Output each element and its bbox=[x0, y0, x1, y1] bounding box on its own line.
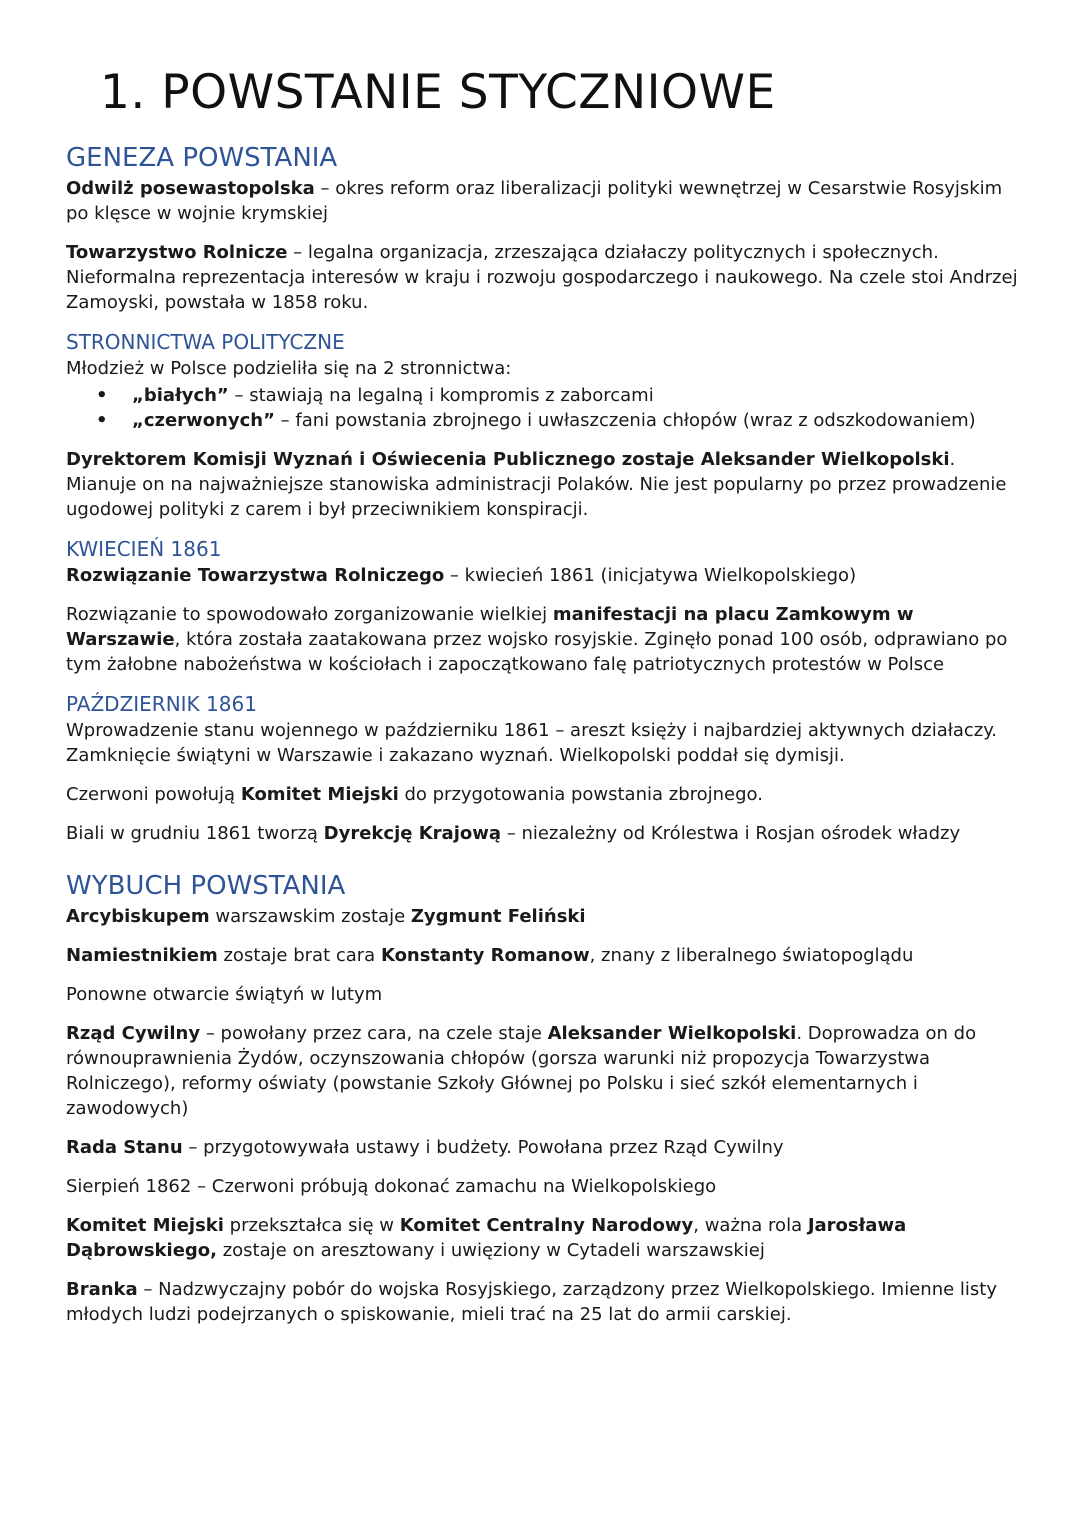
paragraph-text: – legalna organizacja, zrzeszająca działaczy politycznych i społecznych. Nieformalna reprezentacja interesów w kraju i rozwoju gospodarczego i naukowego. Na czele stoi Andrzej Zamoyski, powstała w 1858 roku. bbox=[66, 242, 1018, 313]
paragraph-text: – powołany przez cara, na czele staje bbox=[200, 1023, 548, 1044]
paragraph-text: zostaje on aresztowany i uwięziony w Cytadeli warszawskiej bbox=[217, 1240, 765, 1261]
paragraph-arcybiskup bbox=[66, 904, 1026, 929]
paragraph-branka bbox=[66, 1277, 1026, 1327]
paragraph-text: zostaje brat cara bbox=[217, 945, 381, 966]
term-czerwoni: „czerwonych” bbox=[132, 410, 275, 431]
term-namiestnik: Namiestnikiem bbox=[66, 945, 218, 966]
paragraph-text: Biali w grudniu 1861 tworzą bbox=[66, 823, 324, 844]
term-towarzystwo: Towarzystwo Rolnicze bbox=[66, 242, 288, 263]
paragraph-text: warszawskim zostaje bbox=[209, 906, 411, 927]
paragraph-text: – przygotowywała ustawy i budżety. Powołana przez Rząd Cywilny bbox=[182, 1137, 784, 1158]
paragraph-komitet-miejski bbox=[66, 782, 1026, 807]
term-rozwiazanie: Rozwiązanie Towarzystwa Rolniczego bbox=[66, 565, 445, 586]
term-arcybiskup: Arcybiskupem bbox=[66, 906, 210, 927]
paragraph-dyrekcja-krajowa bbox=[66, 821, 1026, 846]
paragraph-odwilz bbox=[66, 176, 1026, 226]
bullet-list-stronnictwa bbox=[66, 383, 1026, 433]
paragraph-text: , znany z liberalnego światopoglądu bbox=[589, 945, 914, 966]
paragraph-dyrektor bbox=[66, 447, 1026, 522]
bullet-icon: • bbox=[96, 410, 108, 431]
paragraph-text: przekształca się w bbox=[223, 1215, 400, 1236]
paragraph-text: . Doprowadza on do równouprawnienia Żydów, oczynszowania chłopów (gorsza warunki niż propozycja Towarzystwa Rolniczego), reformy oświaty (powstanie Szkoły Głównej po Polsku i sieć szkół elementarnych i zawodowych) bbox=[66, 1023, 977, 1119]
paragraph-text: – okres reform oraz liberalizacji polityki wewnętrzej w Cesarstwie Rosyjskim po klęsce w wojnie krymskiej bbox=[66, 178, 1003, 224]
paragraph-rzad-cywilny bbox=[66, 1021, 1026, 1121]
subheading-pazdziernik-1861: PAŹDZIERNIK 1861 bbox=[66, 692, 257, 716]
list-item-czerwoni bbox=[96, 408, 1026, 433]
term-branka: Branka bbox=[66, 1279, 138, 1300]
term-dyrekcja-krajowa: Dyrekcję Krajową bbox=[323, 823, 501, 844]
list-item-biali bbox=[96, 383, 1026, 408]
term-romanow: Konstanty Romanow bbox=[380, 945, 590, 966]
term-felinski: Zygmunt Feliński bbox=[410, 906, 586, 927]
term-odwilz: Odwilż posewastopolska bbox=[66, 178, 315, 199]
paragraph-text: . Mianuje on na najważniejsze stanowiska administracji Polaków. Nie jest popularny po przez prowadzenie ugodowej polityki z carem i był przeciwnikiem konspiracji. bbox=[66, 449, 1007, 520]
paragraph-rozwiazanie bbox=[66, 563, 1026, 588]
list-item-text: – fani powstania zbrojnego i uwłaszczenia chłopów (wraz z odszkodowaniem) bbox=[274, 410, 976, 431]
term-komitet-miejski: Komitet Miejski bbox=[240, 784, 399, 805]
paragraph-text: – kwiecień 1861 (inicjatywa Wielkopolskiego) bbox=[444, 565, 857, 586]
paragraph-stan-wojenny: Wprowadzenie stanu wojennego w październiku 1861 – areszt księży i najbardziej aktywnych działaczy. Zamknięcie świątyni w Warszawie i zakazano wyznań. Wielkopolski poddał się dymisji. bbox=[66, 720, 998, 766]
paragraph-text: Rozwiązanie to spowodowało zorganizowanie wielkiej bbox=[66, 604, 553, 625]
subheading-stronnictwa: STRONNICTWA POLITYCZNE bbox=[66, 330, 345, 354]
list-item-text: – stawiają na legalną i kompromis z zaborcami bbox=[228, 385, 654, 406]
section-spacer bbox=[66, 860, 1026, 870]
paragraph-rada-stanu bbox=[66, 1135, 1026, 1160]
bullet-icon: • bbox=[96, 385, 108, 406]
paragraph-towarzystwo-rolnicze bbox=[66, 240, 1026, 315]
term-komitet-centralny: Komitet Centralny Narodowy bbox=[399, 1215, 694, 1236]
term-dabrowski: Jarosława Dąbrowskiego, bbox=[66, 1215, 907, 1261]
term-manifestacja: manifestacji na placu Zamkowym w Warszawie bbox=[66, 604, 914, 650]
document-title: 1. POWSTANIE STYCZNIOWE bbox=[100, 65, 776, 120]
heading-wybuch-powstania: WYBUCH POWSTANIA bbox=[66, 871, 346, 901]
heading-geneza-powstania: GENEZA POWSTANIA bbox=[66, 143, 338, 173]
subheading-kwiecien-1861: KWIECIEŃ 1861 bbox=[66, 537, 222, 561]
term-komitet-miejski: Komitet Miejski bbox=[66, 1215, 224, 1236]
paragraph-text: do przygotowania powstania zbrojnego. bbox=[398, 784, 763, 805]
term-wielkopolski: Aleksander Wielkopolski bbox=[547, 1023, 797, 1044]
paragraph-manifestacja bbox=[66, 602, 1026, 677]
paragraph-text: , ważna rola bbox=[693, 1215, 808, 1236]
paragraph-text: – niezależny od Królestwa i Rosjan ośrodek władzy bbox=[501, 823, 961, 844]
term-rzad-cywilny: Rząd Cywilny bbox=[66, 1023, 201, 1044]
paragraph-sierpien-1862: Sierpień 1862 – Czerwoni próbują dokonać zamachu na Wielkopolskiego bbox=[66, 1176, 717, 1197]
paragraph-text: Czerwoni powołują bbox=[66, 784, 241, 805]
term-dyrektor: Dyrektorem Komisji Wyznań i Oświecenia Publicznego zostaje Aleksander Wielkopolski bbox=[66, 449, 950, 470]
document-page bbox=[66, 62, 1026, 1341]
paragraph-otwarcie-swiatyn: Ponowne otwarcie świątyń w lutym bbox=[66, 984, 383, 1005]
paragraph-komitet-centralny bbox=[66, 1213, 1026, 1263]
paragraph-mlodziez: Młodzież w Polsce podzieliła się na 2 stronnictwa: bbox=[66, 358, 512, 379]
paragraph-namiestnik bbox=[66, 943, 1026, 968]
term-biali: „białych” bbox=[132, 385, 229, 406]
paragraph-text: , która została zaatakowana przez wojsko rosyjskie. Zginęło ponad 100 osób, odprawiano po tym żałobne nabożeństwa w kościołach i zapoczątkowano falę patriotycznych protestów w Polsce bbox=[66, 629, 1008, 675]
paragraph-text: – Nadzwyczajny pobór do wojska Rosyjskiego, zarządzony przez Wielkopolskiego. Imienne listy młodych ludzi podejrzanych o spiskowanie, mieli trać na 25 lat do armii carskiej. bbox=[66, 1279, 997, 1325]
term-rada-stanu: Rada Stanu bbox=[66, 1137, 183, 1158]
